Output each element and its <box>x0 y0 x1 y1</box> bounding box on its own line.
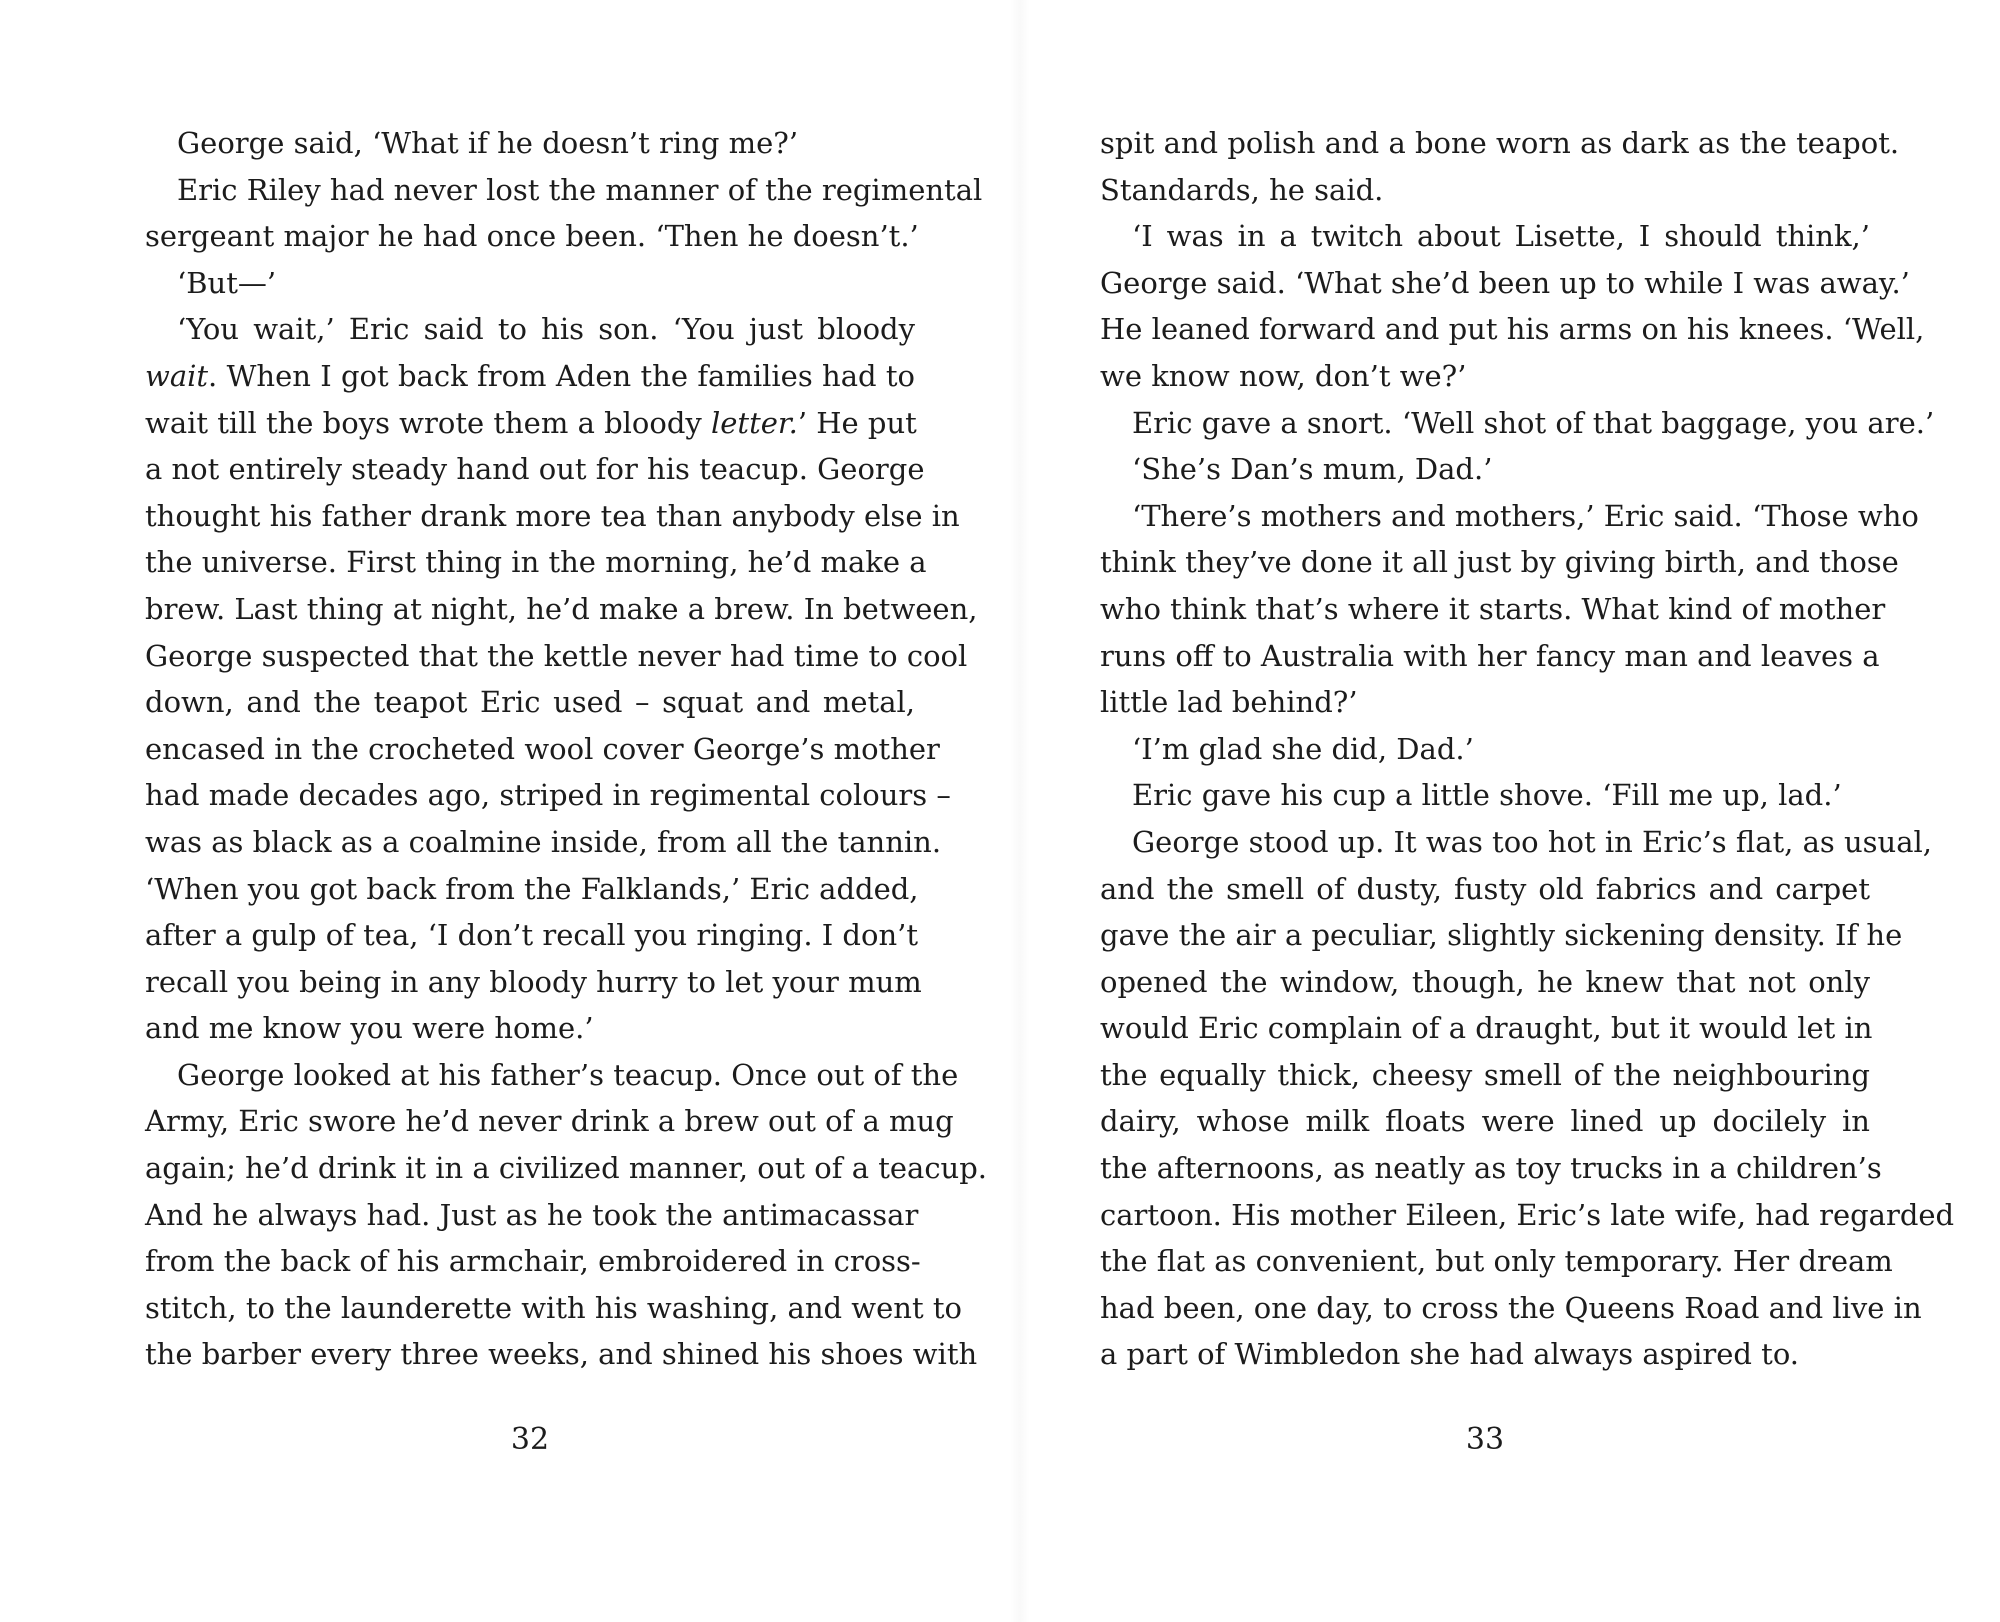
text-line: thought his father drank more tea than anybody else in <box>145 498 960 533</box>
text-line: sergeant major he had once been. ‘Then he doesn’t.’ <box>145 219 919 254</box>
text-line: Eric gave a snort. ‘Well shot of that baggage, you are.’ <box>1132 405 1935 440</box>
text-line: George suspected that the kettle never had time to cool <box>145 638 968 673</box>
text-line: George said. ‘What she’d been up to while I was away.’ <box>1100 265 1910 300</box>
italic-text: wait <box>145 358 209 393</box>
text-line: and the smell of dusty, fusty old fabrics and carpet <box>1100 871 1870 906</box>
text-line: And he always had. Just as he took the antimacassar <box>145 1197 919 1232</box>
text-line: who think that’s where it starts. What kind of mother <box>1100 591 1886 626</box>
right-page-number: 33 <box>1465 1422 1505 1457</box>
text-line: stitch, to the launderette with his washing, and went to <box>145 1290 962 1325</box>
text-line: ‘I’m glad she did, Dad.’ <box>1132 731 1474 766</box>
text-line: ‘I was in a twitch about Lisette, I should think,’ <box>1132 219 1870 254</box>
text-line: we know now, don’t we?’ <box>1100 358 1467 393</box>
text-line: runs off to Australia with her fancy man and leaves a <box>1100 638 1880 673</box>
text-line: Eric gave his cup a little shove. ‘Fill me up, lad.’ <box>1132 778 1842 813</box>
text-line: the flat as convenient, but only temporary. Her dream <box>1100 1244 1893 1279</box>
text-line: He leaned forward and put his arms on his knees. ‘Well, <box>1100 312 1925 347</box>
text-line: George stood up. It was too hot in Eric’s flat, as usual, <box>1132 824 1933 859</box>
text-line: George looked at his father’s teacup. Once out of the <box>177 1057 959 1092</box>
text-line: ‘There’s mothers and mothers,’ Eric said. ‘Those who <box>1132 498 1919 533</box>
text-line: cartoon. His mother Eileen, Eric’s late wife, had regarded <box>1100 1197 1955 1232</box>
text-line: recall you being in any bloody hurry to let your mum <box>145 964 922 999</box>
text-line: opened the window, though, he knew that not only <box>1100 964 1870 999</box>
text-line <box>145 353 915 400</box>
text-line: again; he’d drink it in a civilized manner, out of a teacup. <box>145 1151 988 1186</box>
text-line: from the back of his armchair, embroidered in cross- <box>145 1244 921 1279</box>
text-line: spit and polish and a bone worn as dark as the teapot. <box>1100 126 1900 160</box>
book-gutter <box>1010 0 1030 1622</box>
text-line: ‘She’s Dan’s mum, Dad.’ <box>1132 452 1493 487</box>
text-line: had been, one day, to cross the Queens Road and live in <box>1100 1290 1922 1325</box>
text-line: was as black as a coalmine inside, from all the tannin. <box>145 824 942 859</box>
text-line: Army, Eric swore he’d never drink a brew out of a mug <box>145 1104 954 1139</box>
text-line: ‘But—’ <box>177 265 277 300</box>
text-line: Standards, he said. <box>1100 172 1384 207</box>
text-line: Eric Riley had never lost the manner of the regimental <box>177 172 983 207</box>
text-line: the universe. First thing in the morning, he’d make a <box>145 545 927 580</box>
text-line: had made decades ago, striped in regimental colours – <box>145 778 951 813</box>
text-line: little lad behind?’ <box>1100 685 1358 720</box>
text-line: would Eric complain of a draught, but it would let in <box>1100 1011 1873 1046</box>
text-line: down, and the teapot Eric used – squat and metal, <box>145 685 915 720</box>
text-line: the afternoons, as neatly as toy trucks in a children’s <box>1100 1151 1882 1186</box>
text-line <box>145 400 915 447</box>
right-page-text <box>1100 120 1955 1378</box>
left-page-number: 32 <box>510 1422 550 1457</box>
left-page-text <box>145 120 988 1378</box>
text-line: after a gulp of tea, ‘I don’t recall you ringing. I don’t <box>145 918 919 953</box>
text-line: dairy, whose milk floats were lined up docilely in <box>1100 1104 1870 1139</box>
text-segment: . When I got back from Aden the families had to <box>208 358 915 393</box>
text-segment: wait till the boys wrote them a bloody <box>145 405 711 440</box>
text-line: ‘You wait,’ Eric said to his son. ‘You just bloody <box>177 312 915 347</box>
text-line: a part of Wimbledon she had always aspired to. <box>1100 1337 1799 1372</box>
text-line: George said, ‘What if he doesn’t ring me?’ <box>177 126 799 160</box>
text-segment: ’ He put <box>797 405 917 440</box>
text-line: the equally thick, cheesy smell of the neighbouring <box>1100 1057 1870 1092</box>
text-line: encased in the crocheted wool cover George’s mother <box>145 731 940 766</box>
italic-text: letter. <box>711 405 798 440</box>
text-line: a not entirely steady hand out for his teacup. George <box>145 452 925 487</box>
text-line: the barber every three weeks, and shined his shoes with <box>145 1337 978 1372</box>
text-line: gave the air a peculiar, slightly sickening density. If he <box>1100 918 1903 953</box>
text-line: brew. Last thing at night, he’d make a brew. In between, <box>145 591 978 626</box>
text-line: think they’ve done it all just by giving birth, and those <box>1100 545 1899 580</box>
text-line: and me know you were home.’ <box>145 1011 594 1046</box>
text-line: ‘When you got back from the Falklands,’ Eric added, <box>145 871 919 906</box>
